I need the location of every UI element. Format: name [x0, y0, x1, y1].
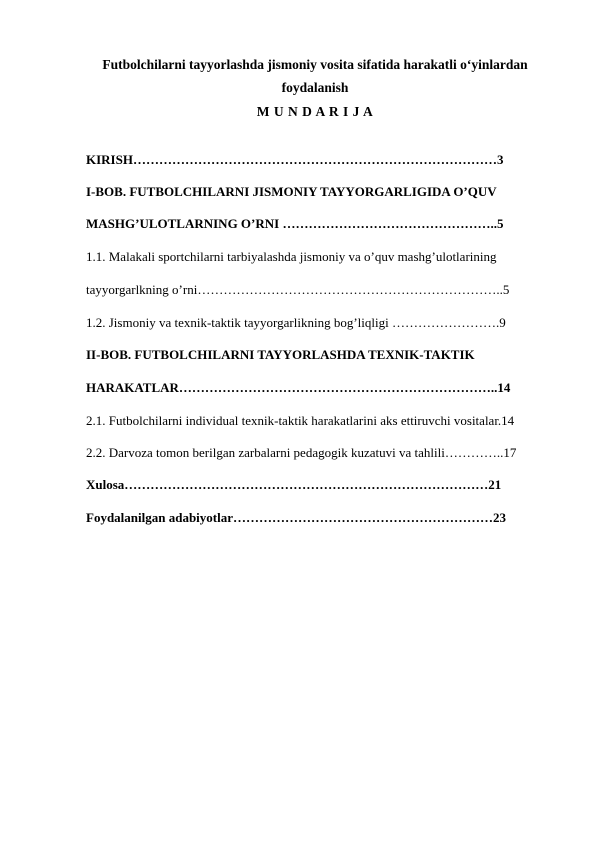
toc-entry-1-2: 1.2. Jismoniy va texnik-taktik tayyorgarlikning bog’liqligi …………………….9	[86, 315, 506, 330]
toc-entry-2-2: 2.2. Darvoza tomon berilgan zarbalarni pedagogik kuzatuvi va tahlili…………..17	[86, 445, 517, 460]
toc-entry-chapter-2-line-2: HARAKATLAR………………………………………………………………..14	[86, 380, 511, 395]
toc-entry-kirish: KIRISH…………………………………………………………………………3	[86, 152, 504, 167]
toc-entry-chapter-1-line-2: MASHG’ULOTLARNING O’RNI …………………………………………..5	[86, 216, 504, 231]
toc-entry-references: Foydalanilgan adabiyotlar……………………………………………………23	[86, 510, 506, 525]
toc-entry-1-1-line-2: tayyorgarlkning o’rni……………………………………………………………..5	[86, 282, 510, 297]
toc-entry-chapter-2-line-1: II-BOB. FUTBOLCHILARNI TAYYORLASHDA TEXNIK-TAKTIK	[86, 347, 475, 362]
document-title-line-2: foydalanish	[281, 80, 349, 95]
document-title-line-1: Futbolchilarni tayyorlashda jismoniy vosita sifatida harakatli o‘yinlardan	[102, 57, 528, 72]
toc-entry-chapter-1-line-1: I-BOB. FUTBOLCHILARNI JISMONIY TAYYORGARLIGIDA O’QUV	[86, 184, 497, 199]
toc-entry-xulosa: Xulosa…………………………………………………………………………21	[86, 477, 502, 492]
contents-heading: M U N D A R I J A	[256, 104, 374, 119]
toc-entry-1-1-line-1: 1.1. Malakali sportchilarni tarbiyalashda jismoniy va o’quv mashg’ulotlarining	[86, 249, 497, 264]
toc-entry-2-1: 2.1. Futbolchilarni individual texnik-taktik harakatlarini aks ettiruvchi vositalar.14	[86, 413, 515, 428]
